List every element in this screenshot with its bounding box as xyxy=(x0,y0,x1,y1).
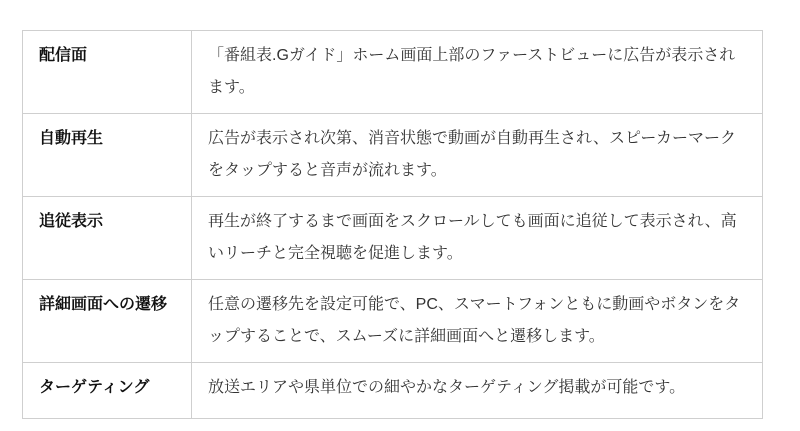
row-label: 詳細画面への遷移 xyxy=(23,280,192,363)
row-description: 任意の遷移先を設定可能で、PC、スマートフォンともに動画やボタンをタップすることで、スムーズに詳細画面へと遷移します。 xyxy=(192,280,763,363)
row-label: 配信面 xyxy=(23,31,192,114)
row-description: 「番組表.Gガイド」ホーム画面上部のファーストビューに広告が表示されます。 xyxy=(192,31,763,114)
table-row xyxy=(23,114,763,197)
row-description: 放送エリアや県単位での細やかなターゲティング掲載が可能です。 xyxy=(192,363,763,419)
row-description: 広告が表示され次第、消音状態で動画が自動再生され、スピーカーマークをタップすると音声が流れます。 xyxy=(192,114,763,197)
table-row xyxy=(23,31,763,114)
table-row xyxy=(23,280,763,363)
row-label: ターゲティング xyxy=(23,363,192,419)
row-description: 再生が終了するまで画面をスクロールしても画面に追従して表示され、高いリーチと完全視聴を促進します。 xyxy=(192,197,763,280)
table-row xyxy=(23,197,763,280)
feature-table xyxy=(22,30,763,419)
row-label: 自動再生 xyxy=(23,114,192,197)
row-label: 追従表示 xyxy=(23,197,192,280)
table-row xyxy=(23,363,763,419)
